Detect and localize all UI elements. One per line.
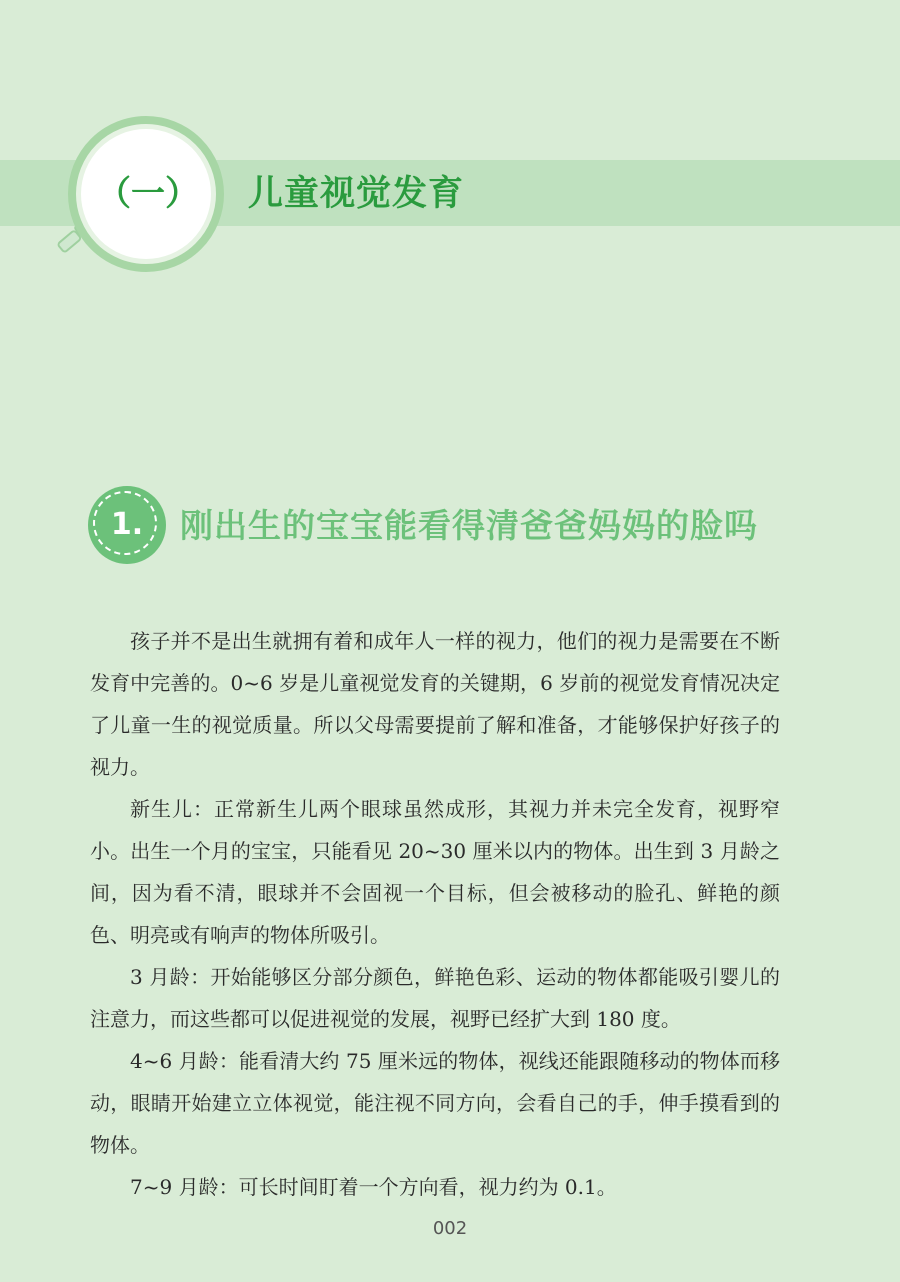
- paragraph: 7~9 月龄：可长时间盯着一个方向看，视力约为 0.1。: [130, 1175, 617, 1199]
- paragraph: 3 月龄：开始能够区分部分颜色，鲜艳色彩、运动的物体都能吸引婴儿的注意力，而这些都可以促进视觉的发展，视野已经扩大到 180 度。: [90, 965, 780, 1031]
- article-body: [90, 620, 780, 1208]
- section-number: （一）: [97, 174, 199, 214]
- question-number-badge: [88, 486, 166, 564]
- paragraph: 孩子并不是出生就拥有着和成年人一样的视力，他们的视力是需要在不断发育中完善的。0~6 岁是儿童视觉发育的关键期，6 岁前的视觉发育情况决定了儿童一生的视觉质量。所以父母需要提前了解和准备，才能够保护好孩子的视力。: [90, 629, 780, 779]
- question-title: 刚出生的宝宝能看得清爸爸妈妈的脸吗: [180, 506, 758, 545]
- question-number: 1.: [110, 507, 144, 542]
- paragraph: 新生儿：正常新生儿两个眼球虽然成形，其视力并未完全发育，视野窄小。出生一个月的宝宝，只能看见 20~30 厘米以内的物体。出生到 3 月龄之间，因为看不清，眼球并不会固视一个目标，但会被移动的脸孔、鲜艳的颜色、明亮或有响声的物体所吸引。: [90, 797, 780, 947]
- paragraph: 4~6 月龄：能看清大约 75 厘米远的物体，视线还能跟随移动的物体而移动，眼睛开始建立立体视觉，能注视不同方向，会看自己的手，伸手摸看到的物体。: [90, 1049, 780, 1157]
- section-title: 儿童视觉发育: [248, 174, 465, 214]
- page-number: 002: [432, 1218, 468, 1239]
